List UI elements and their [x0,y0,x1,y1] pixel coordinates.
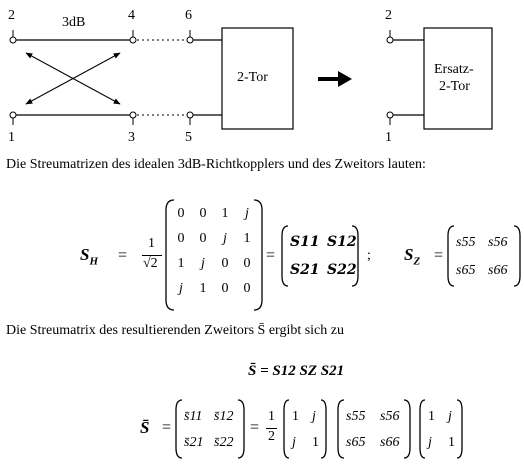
m-0-3: j [245,206,249,221]
port-label-3: 3 [128,130,135,145]
replacement-label-line2: 2-Tor [439,79,470,94]
equals-sign-3: = [434,247,444,264]
port-label-1: 1 [8,130,15,145]
sz-66: s66 [488,263,508,278]
sz-subscript: Z [413,255,421,268]
sbar-21: s̄21 [184,435,204,450]
m-1-1: 0 [199,231,207,246]
equals-sign-2: = [266,247,276,264]
port-4-terminal [130,37,136,43]
m1-21: j [292,435,296,450]
sh-subscript: H [89,255,99,268]
sz3-65: s65 [346,435,366,450]
m2-21: j [428,435,432,450]
equation-sh [0,196,524,316]
sbar-22: s̄22 [214,435,234,450]
block-s22: S22 [327,262,357,278]
result-port-label-2: 2 [385,8,392,23]
block-s21: S21 [290,262,320,278]
port-label-2: 2 [8,8,15,23]
m-2-3: 0 [243,256,251,271]
coupler-label: 3dB [62,15,86,30]
port-label-5: 5 [185,130,192,145]
m-0-1: 0 [199,206,207,221]
frac-denominator: √2 [143,256,158,271]
equation-sbar-product: S̄ = S12 SZ S21 [248,363,345,379]
port-5-terminal [187,112,193,118]
sbar-11: s̄11 [184,409,203,424]
port-6-terminal [187,37,193,43]
m-2-2: 0 [221,256,229,271]
port-3-terminal [130,112,136,118]
sbar-12: s̄12 [214,409,234,424]
separator: ; [367,248,371,263]
port-label-4: 4 [128,8,135,23]
m-2-1: j [201,256,205,271]
sz3-55: s55 [346,409,366,424]
port-2-terminal [10,37,16,43]
m-1-3: 1 [243,231,251,246]
m-1-0: 0 [177,231,185,246]
port-label-6: 6 [185,8,192,23]
sz-65: s65 [456,263,476,278]
m-2-0: 1 [177,256,185,271]
sh-symbol: S [80,245,90,264]
coupler-matrix [170,206,260,306]
m1-11: 1 [292,409,299,424]
m2-11: 1 [428,409,435,424]
block-s12: S12 [327,234,357,250]
equals-sign-1: = [118,247,128,264]
twoport-label: 2-Tor [237,70,268,85]
equation-sbar-expanded: S̄ = s̄11 s̄12 s̄21 s̄22 = 1 2 1 j j 1 s55 s56 s65 s66 1 j j 1 [0,396,524,464]
m-1-2: j [223,231,227,246]
sz3-56: s56 [380,409,400,424]
result-port-1-terminal [387,112,393,118]
replacement-label-line1: Ersatz- [434,62,474,77]
sz-56: s56 [488,235,508,250]
result-port-2-terminal [387,37,393,43]
m-3-3: 0 [243,281,251,296]
sz-symbol: S [404,245,414,264]
m-0-0: 0 [177,206,185,221]
sentence-resulting-matrix: Die Streumatrix des resultierenden Zweitors S̄ ergibt sich zu [6,323,344,338]
m-0-2: 1 [221,206,229,221]
m2-22: 1 [448,435,455,450]
port-1-terminal [10,112,16,118]
block-s11: S11 [290,234,320,250]
m2-12: j [448,409,452,424]
frac-numerator: 1 [148,236,155,251]
result-port-label-1: 1 [385,130,392,145]
m1-22: 1 [312,435,319,450]
half-denominator: 2 [268,429,275,444]
sz3-66: s66 [380,435,400,450]
sbar-symbol: S̄ [140,418,150,437]
m-3-1: 1 [199,281,207,296]
sz-55: s55 [456,235,476,250]
m1-12: j [312,409,316,424]
sentence-scattering-matrices: Die Streumatrizen des idealen 3dB-Richtkopplers und des Zweitors lauten: [6,157,426,172]
m-3-2: 0 [221,281,229,296]
m-3-0: j [179,281,183,296]
half-numerator: 1 [268,409,275,424]
